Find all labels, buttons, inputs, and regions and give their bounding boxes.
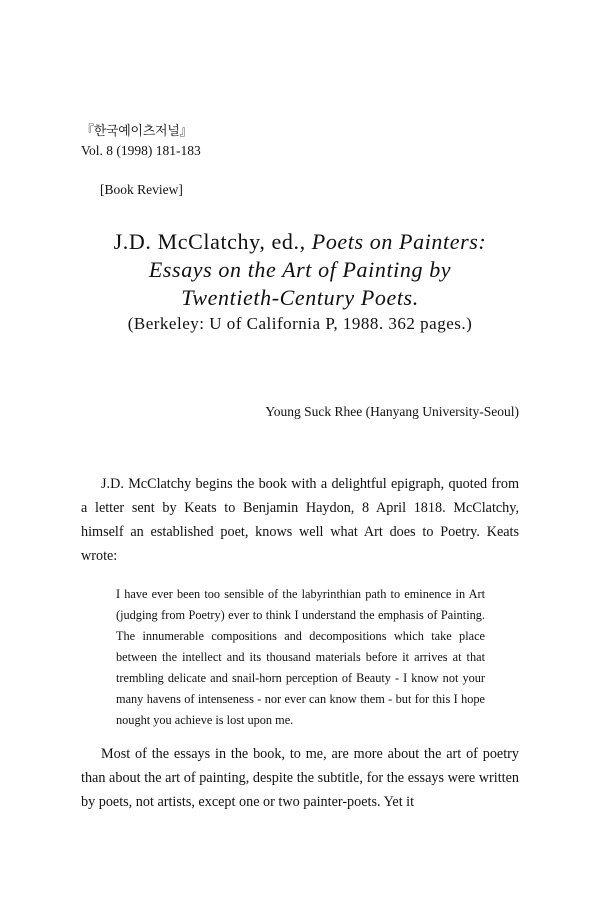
journal-name: 『한국예이츠저널』 [81, 123, 193, 138]
body-paragraph: J.D. McClatchy begins the book with a delightful epigraph, quoted from a letter sent by Keats to Benjamin Haydon, 8 April 1818. McClatchy, himself an established poet, knows well what Art does to Poetry. Keats wrote: [81, 476, 519, 564]
title-line-1 [60, 228, 540, 256]
title-line-2: Essays on the Art of Painting by [148, 257, 452, 282]
body-paragraph: Most of the essays in the book, to me, are more about the art of poetry than about the art of painting, despite the subtitle, for the essays were written by poets, not artists, except one or two painter-poets. Yet it [81, 746, 519, 810]
publication-info: (Berkeley: U of California P, 1988. 362 pages.) [127, 314, 473, 333]
volume-info: Vol. 8 (1998) 181-183 [81, 143, 201, 158]
title-line-3: Twentieth-Century Poets. [181, 285, 419, 310]
author-byline: Young Suck Rhee (Hanyang University-Seoul) [265, 404, 519, 419]
block-quote: I have ever been too sensible of the labyrinthian path to eminence in Art (judging from Poetry) ever to think I understand the emphasis of Painting. The innumerable compositions and decompositions which take place between the intellect and its thousand materials before it arrives at that trembling delicate and snail-horn perception of Beauty - I know not your many havens of intenseness - nor ever can know them - but for this I hope nought you achieve is lost upon me. [116, 587, 485, 727]
title-editor: J.D. McClatchy, ed., [113, 229, 312, 254]
title-book-main: Poets on Painters: [311, 229, 487, 254]
section-label: [Book Review] [100, 182, 183, 197]
review-title [60, 228, 540, 312]
